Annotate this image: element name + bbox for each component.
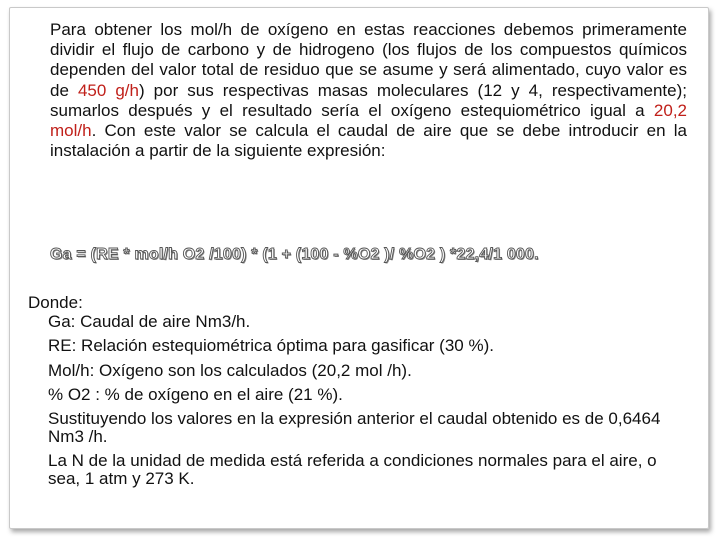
air-flow-formula: Ga = (RE * mol/h O2 /100) * (1 + (100 - %O2 )/ %O2 ) *22,4/1 000. [50, 246, 539, 263]
definition-item: Sustituyendo los valores en la expresión anterior el caudal obtenido es de 0,6464 Nm3 /h. [48, 409, 661, 447]
intro-text-2: ) por sus respectivas masas moleculares (12 y 4, respectivamente); sumarlos después y el resultado sería el oxígeno estequiométrico igual a [50, 80, 687, 120]
definition-item: % O2 : % de oxígeno en el aire (21 %). [48, 384, 343, 404]
oxygen-rate-highlight: 20,2 mol/h [50, 100, 687, 141]
definition-item: Ga: Caudal de aire Nm3/h. [48, 312, 251, 331]
definition-item: Mol/h: Oxígeno son los calculados (20,2 mol /h). [48, 360, 412, 380]
intro-text-1: Para obtener los mol/h de oxígeno en estas reacciones debemos primeramente dividir el flujo de carbono y de hidrogeno (los flujos de los compuestos químicos dependen del valor total de residuo que se asume y será alimentado, cuyo valor es de [50, 20, 687, 100]
definition-item: La N de la unidad de medida está referida a condiciones normales para el aire, o sea, 1 atm y 273 K. [48, 451, 657, 489]
feed-rate-highlight: 450 g/h [77, 80, 139, 100]
intro-paragraph [50, 20, 687, 161]
definitions-list [48, 313, 688, 495]
definition-item: RE: Relación estequiométrica óptima para gasificar (30 %). [48, 336, 494, 356]
donde-label: Donde: [28, 293, 83, 312]
intro-text-3: . Con este valor se calcula el caudal de aire que se debe introducir en la instalación a partir de la siguiente expresión: [50, 121, 687, 161]
